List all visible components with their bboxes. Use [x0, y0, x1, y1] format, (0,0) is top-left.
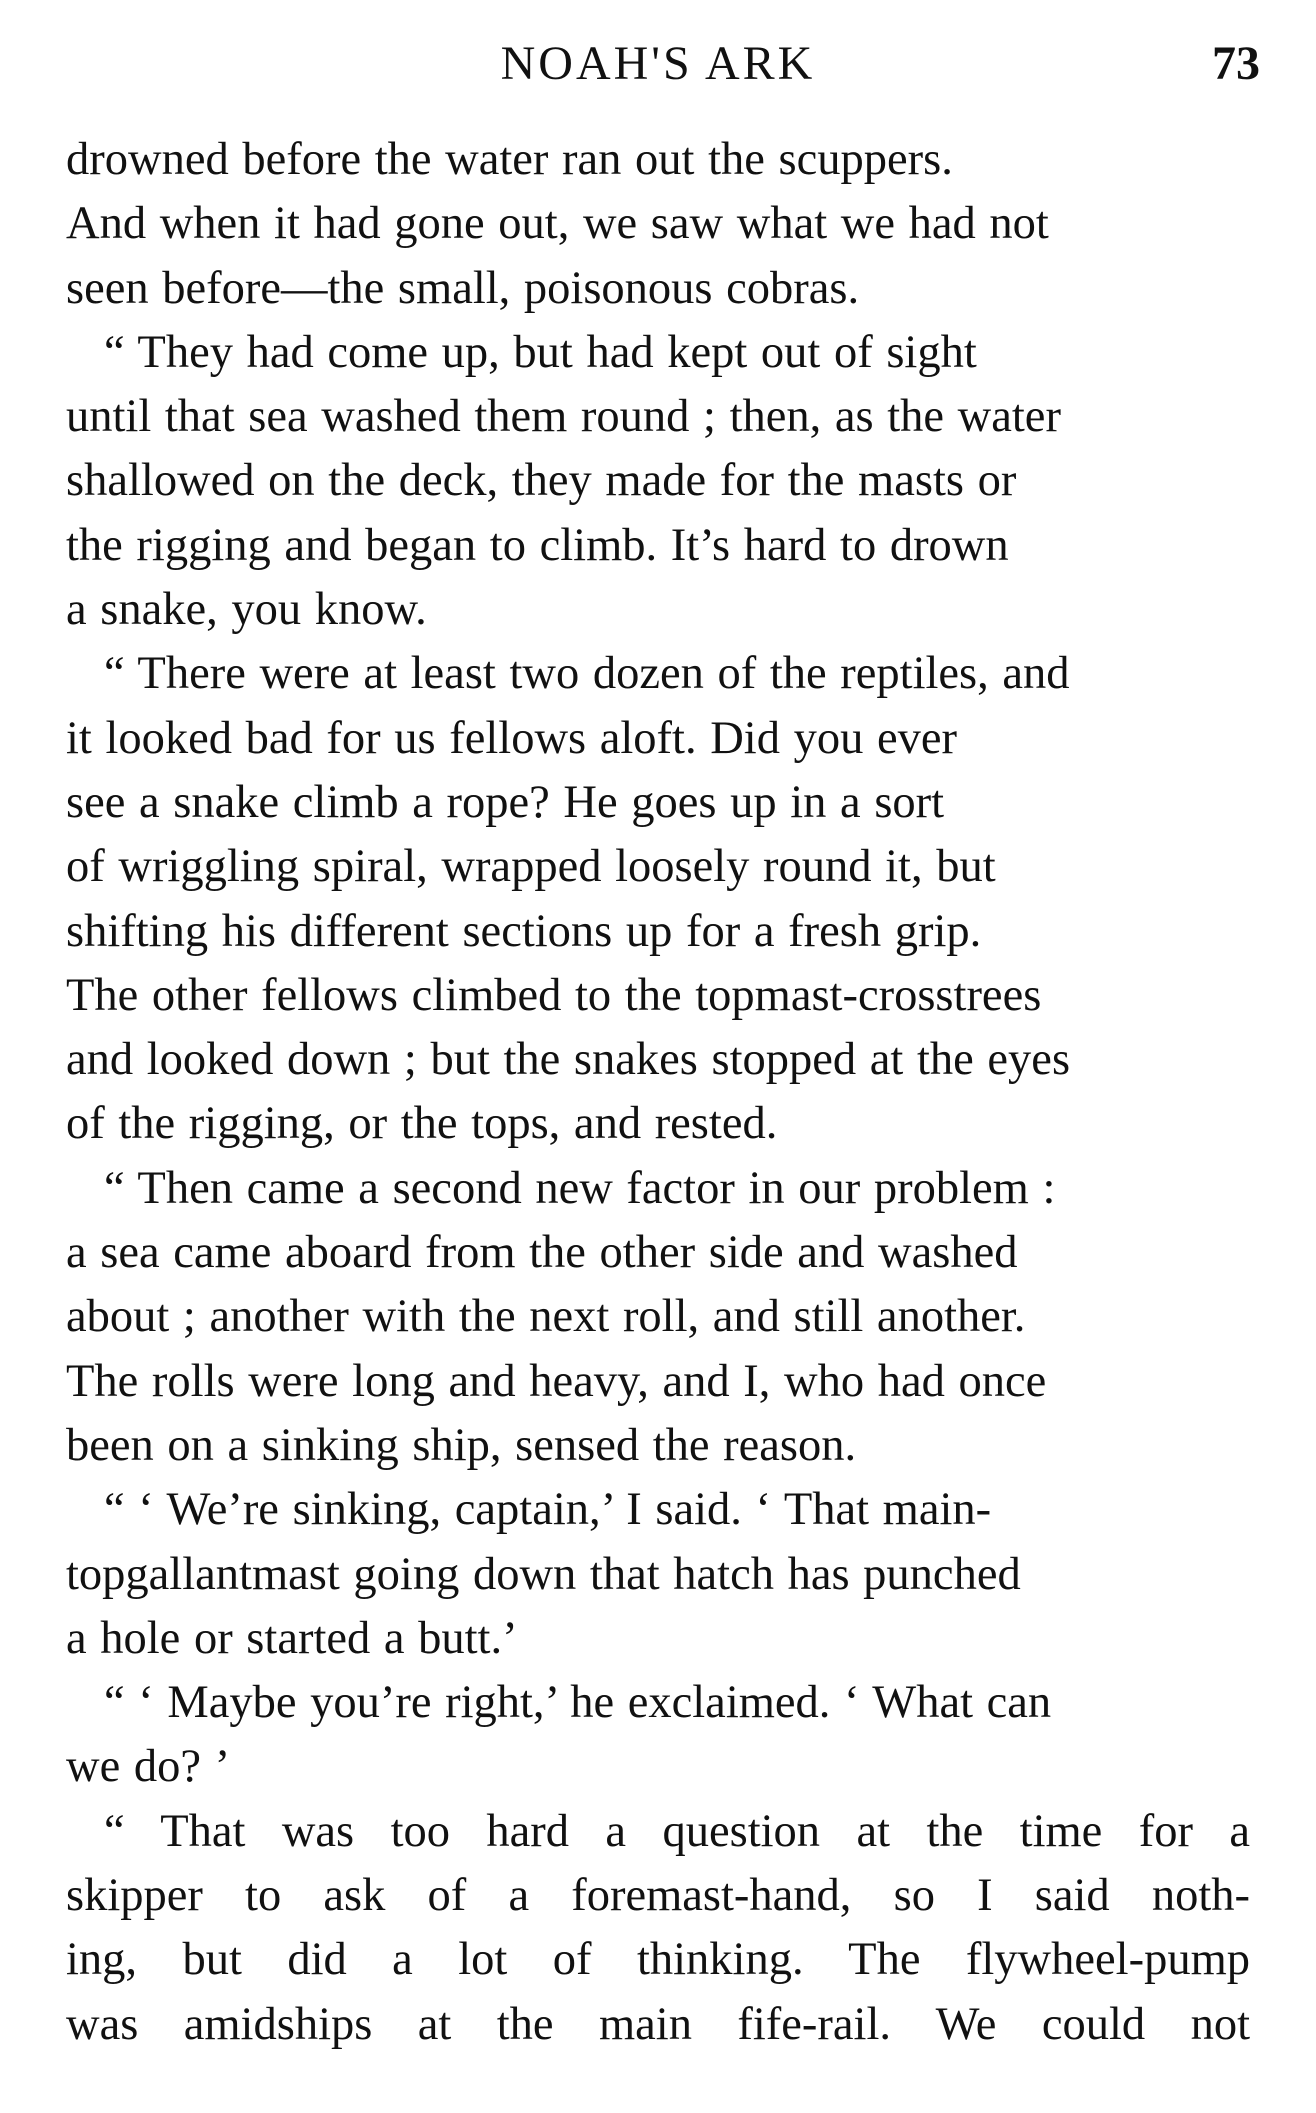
running-head — [0, 34, 1316, 94]
text-line: The rolls were long and heavy, and I, who had once — [66, 1355, 1047, 1407]
text-line: and looked down ; but the snakes stopped at the eyes — [66, 1034, 1071, 1086]
text-line: seen before—the small, poisonous cobras. — [66, 262, 860, 314]
text-line: we do? ’ — [66, 1741, 231, 1793]
text-line: been on a sinking ship, sensed the reason. — [66, 1419, 857, 1471]
text-line: The other fellows climbed to the topmast-crosstrees — [66, 969, 1042, 1021]
text-line: see a snake climb a rope? He goes up in a sort — [66, 776, 945, 828]
text-line: a sea came aboard from the other side and washed — [66, 1227, 1018, 1279]
text-line: “ ‘ Maybe you’re right,’ he exclaimed. ‘ What can — [104, 1677, 1052, 1729]
page-number: 73 — [1212, 37, 1260, 90]
text-line: of wriggling spiral, wrapped loosely round it, but — [66, 841, 996, 893]
text-line: was amidships at the main fife-rail. We could not — [66, 1998, 1250, 2050]
text-line: a snake, you know. — [66, 584, 427, 636]
text-line: “ ‘ We’re sinking, captain,’ I said. ‘ That main- — [104, 1484, 992, 1536]
paragraph-7 — [66, 1800, 1250, 2057]
text-line: “ They had come up, but had kept out of sight — [104, 326, 977, 378]
text-line: ing, but did a lot of thinking. The flywheel-pump — [66, 1934, 1250, 1986]
paragraph-4 — [66, 1157, 1250, 1478]
text-line: a hole or started a butt.’ — [66, 1612, 518, 1664]
text-line: the rigging and began to climb. It’s hard to drown — [66, 519, 1009, 571]
text-line: “ There were at least two dozen of the reptiles, and — [104, 648, 1070, 700]
text-line: “ Then came a second new factor in our problem : — [104, 1162, 1056, 1214]
paragraph-5 — [66, 1478, 1250, 1671]
text-line: about ; another with the next roll, and still another. — [66, 1291, 1026, 1343]
body-text — [66, 128, 1250, 2057]
text-line: drowned before the water ran out the scuppers. — [66, 134, 953, 185]
text-line: shallowed on the deck, they made for the masts or — [66, 455, 1017, 507]
paragraph-3 — [66, 642, 1250, 1156]
paragraph-1 — [66, 128, 1250, 321]
text-line: skipper to ask of a foremast-hand, so I said noth- — [66, 1870, 1250, 1922]
text-line: And when it had gone out, we saw what we had not — [66, 198, 1049, 250]
paragraph-6 — [66, 1671, 1250, 1800]
running-title: NOAH'S ARK — [500, 37, 816, 90]
text-line: until that sea washed them round ; then, as the water — [66, 391, 1061, 443]
text-line: shifting his different sections up for a fresh grip. — [66, 905, 982, 957]
text-line: it looked bad for us fellows aloft. Did you ever — [66, 712, 957, 764]
text-line: “ That was too hard a question at the time for a — [104, 1805, 1250, 1857]
text-line: topgallantmast going down that hatch has punched — [66, 1548, 1021, 1600]
text-line: of the rigging, or the tops, and rested. — [66, 1098, 778, 1150]
paragraph-2 — [66, 321, 1250, 642]
